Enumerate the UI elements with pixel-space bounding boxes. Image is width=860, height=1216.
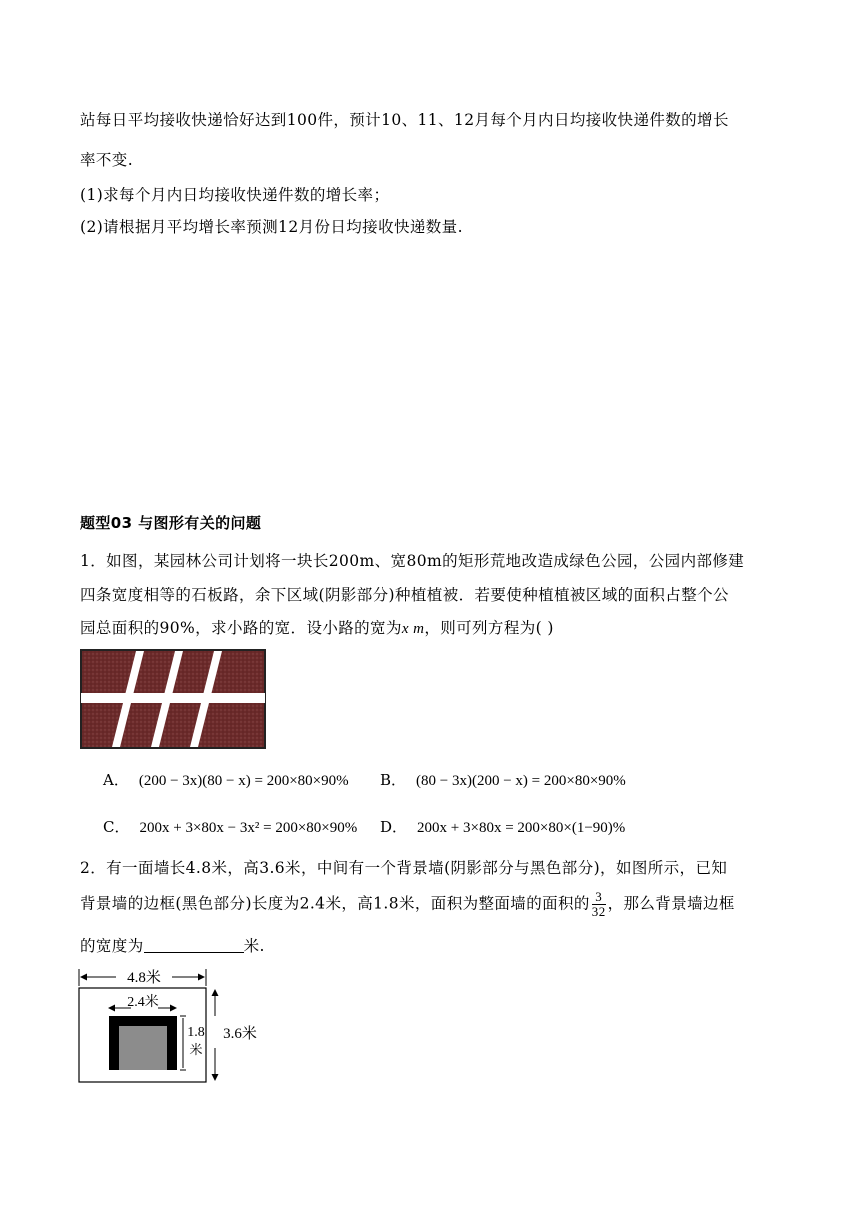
wall-height-label: 3.6米 — [223, 1026, 257, 1042]
problem2-line-3 — [80, 934, 265, 956]
option-b-text: (80 − 3x)(200 − x) = 200×80×90% — [416, 773, 626, 789]
background-wall-shaded — [119, 1026, 167, 1070]
problem2-line-2-post: ，那么背景墙边框 — [607, 894, 735, 913]
fraction-denominator: 32 — [591, 904, 606, 919]
option-a-label: A． — [103, 771, 129, 789]
problem2-line-2-pre: 背景墙的边框(黑色部分)长度为2.4米，高1.8米，面积为整面墙的面积的 — [80, 894, 590, 913]
option-c-label: C． — [103, 818, 130, 836]
intro-question-1: (1)求每个月内日均接收快递件数的增长率； — [80, 186, 390, 204]
problem1-line-3-post: ，则可列方程为( ) — [424, 619, 554, 637]
problem1-line-3 — [80, 616, 554, 638]
problem1-line-1: 1．如图，某园林公司计划将一块长200m、宽80m的矩形荒地改造成绿色公园，公园内部修建 — [80, 552, 745, 570]
frame-height-unit: 米 — [189, 1043, 203, 1058]
option-d[interactable] — [380, 816, 625, 837]
option-b[interactable] — [380, 769, 626, 790]
problem1-variable: x m — [401, 621, 425, 637]
option-b-label: B． — [380, 771, 407, 789]
fraction-numerator: 3 — [592, 890, 606, 905]
park-horizontal-road — [81, 693, 265, 703]
option-c-text: 200x + 3×80x − 3x² = 200×80×90% — [139, 820, 358, 836]
problem2-line-2 — [80, 890, 735, 919]
option-a-text: (200 − 3x)(80 − x) = 200×80×90% — [138, 773, 349, 789]
frame-height-number: 1.8 — [187, 1025, 205, 1040]
problem1-line-2: 四条宽度相等的石板路，余下区域(阴影部分)种植植被．若要使种植植被区域的面积占整个公 — [80, 586, 729, 604]
option-d-label: D． — [380, 818, 408, 836]
option-d-text: 200x + 3×80x = 200×80×(1−90)% — [417, 820, 626, 836]
problem2-line-3-pre: 的宽度为 — [80, 937, 144, 955]
problem1-line-3-pre: 园总面积的90%，求小路的宽．设小路的宽为 — [80, 619, 402, 637]
option-c[interactable] — [103, 816, 357, 837]
option-a[interactable] — [103, 769, 349, 790]
intro-line-2: 率不变. — [80, 151, 134, 169]
fraction — [592, 890, 606, 919]
intro-question-2: (2)请根据月平均增长率预测12月份日均接收快递数量. — [80, 218, 463, 236]
frame-length-label: 2.4米 — [127, 995, 159, 1010]
wall-figure — [76, 966, 266, 1086]
park-figure — [80, 649, 266, 749]
wall-length-label: 4.8米 — [127, 970, 161, 986]
intro-line-1: 站每日平均接收快递恰好达到100件，预计10、11、12月每个月内日均接收快递件数的增长 — [80, 111, 729, 129]
problem2-line-3-post: 米. — [243, 937, 265, 955]
answer-blank[interactable] — [144, 938, 244, 953]
section-title: 题型03 与图形有关的问题 — [80, 514, 262, 532]
problem2-line-1: 2．有一面墙长4.8米，高3.6米，中间有一个背景墙(阴影部分与黑色部分)，如图所示，已知 — [80, 859, 728, 877]
